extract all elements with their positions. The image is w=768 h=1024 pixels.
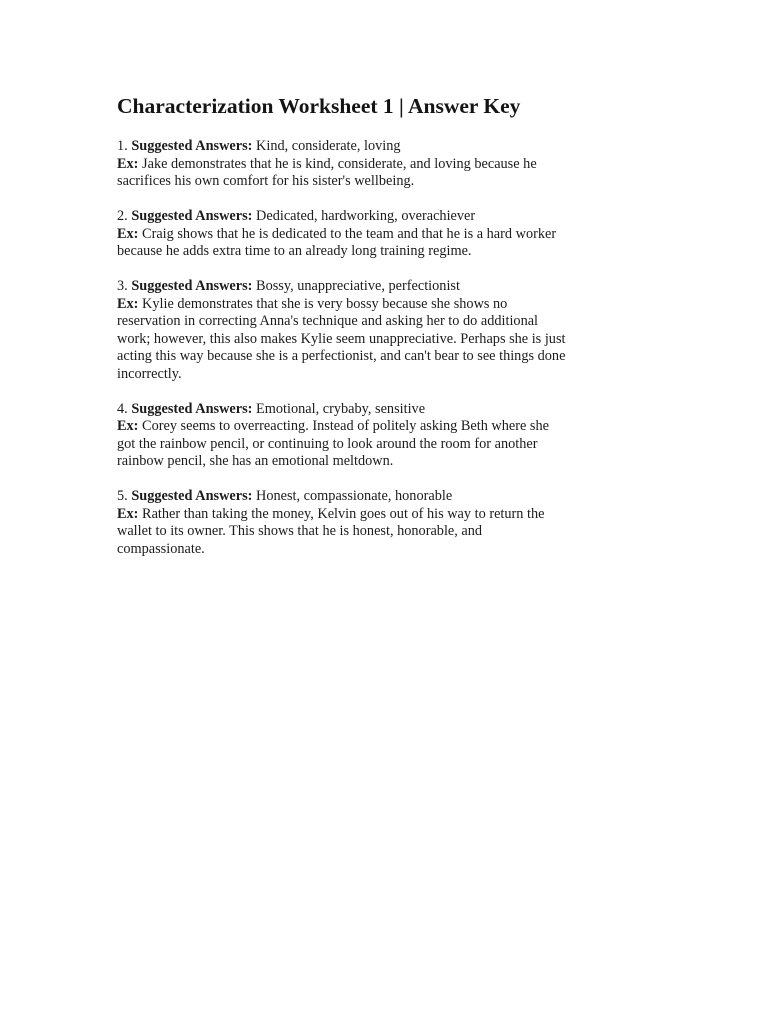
example-line	[117, 156, 567, 191]
example-line	[117, 296, 567, 384]
example-text: Rather than taking the money, Kelvin goes out of his way to return the wallet to its owner. This shows that he is honest, honorable, and compassionate.	[117, 505, 545, 558]
answer-item-2	[117, 208, 567, 261]
example-text: Corey seems to overreacting. Instead of politely asking Beth where she got the rainbow pencil, or continuing to look around the room for another rainbow pencil, she has an emotional meltdown.	[117, 418, 549, 470]
example-line	[117, 506, 567, 559]
example-text: Craig shows that he is dedicated to the team and that he is a hard worker because he adds extra time to an already long training regime.	[117, 225, 557, 260]
suggested-answers-text: Kind, considerate, loving	[256, 138, 401, 154]
suggested-answers-text: Honest, compassionate, honorable	[256, 488, 453, 505]
suggested-answers-label: Suggested Answers:	[131, 138, 253, 154]
answer-number: 3.	[117, 277, 128, 294]
suggested-answers-label: Suggested Answers:	[131, 277, 253, 294]
answer-number: 2.	[117, 207, 128, 224]
answer-number: 4.	[117, 400, 128, 417]
suggested-answers-text: Emotional, crybaby, sensitive	[256, 400, 426, 417]
example-label: Ex:	[117, 295, 139, 312]
answer-item-4	[117, 401, 567, 471]
suggested-answers-line	[117, 488, 567, 506]
example-text: Kylie demonstrates that she is very bossy because she shows no reservation in correcting Anna's technique and asking her to do additional work; however, this also makes Kylie seem unappreciative. Perhaps she is just acting this way because she is a perfectionist, and can't bear to see things done incorrectly.	[117, 295, 566, 382]
example-line	[117, 418, 567, 471]
suggested-answers-text: Dedicated, hardworking, overachiever	[256, 207, 476, 224]
example-line	[117, 226, 567, 261]
page-title: Characterization Worksheet 1 | Answer Key	[117, 94, 521, 118]
suggested-answers-line	[117, 138, 567, 156]
answer-number: 5.	[117, 488, 128, 505]
example-label: Ex:	[117, 155, 139, 172]
answer-item-3	[117, 278, 567, 384]
suggested-answers-line	[117, 208, 567, 226]
example-label: Ex:	[117, 418, 139, 435]
suggested-answers-text: Bossy, unappreciative, perfectionist	[256, 277, 460, 294]
suggested-answers-label: Suggested Answers:	[131, 207, 253, 224]
answer-item-1	[117, 138, 567, 191]
suggested-answers-label: Suggested Answers:	[131, 400, 253, 417]
example-label: Ex:	[117, 225, 139, 242]
suggested-answers-line	[117, 401, 567, 419]
answer-number: 1.	[117, 138, 128, 154]
suggested-answers-line	[117, 278, 567, 296]
example-text: Jake demonstrates that he is kind, considerate, and loving because he sacrifices his own comfort for his sister's wellbeing.	[117, 155, 537, 190]
suggested-answers-label: Suggested Answers:	[131, 488, 253, 505]
example-label: Ex:	[117, 505, 139, 522]
answer-item-5	[117, 488, 567, 558]
answer-list	[117, 138, 567, 576]
